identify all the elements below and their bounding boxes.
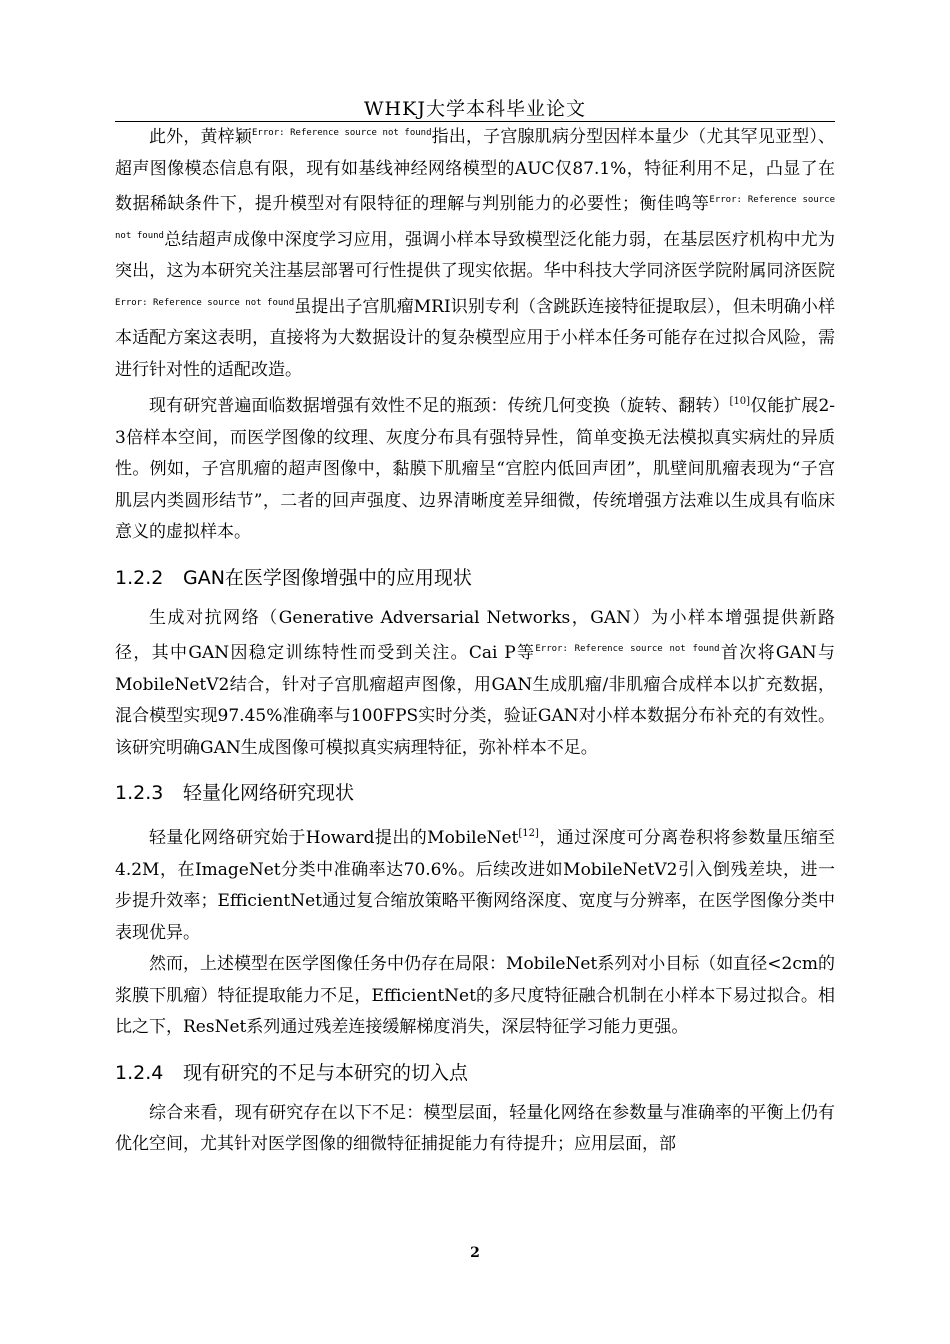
text: 虽提出子宫肌瘤MRI识别专利（含跳跃连接特征提取层），但未明确小样本适配方案这表明，直接将为大数据设计的复杂模型应用于小样本任务可能存在过拟合风险，需进行针对性的适配改造。	[115, 296, 836, 380]
text: 指出，子宫腺肌病分型因样本量少（尤其罕见亚型）、超声图像模态信息有限，现有如基线神经网络模型的AUC仅87.1%，特征利用不足，凸显了在数据稀缺条件下，提升模型对有限特征的理解与判别能力的必要性；衡佳鸣等	[115, 127, 836, 214]
section-title: 现有研究的不足与本研究的切入点	[183, 1061, 469, 1084]
text: 然而，上述模型在医学图像任务中仍存在局限：MobileNet系列对小目标（如直径<2cm的浆膜下肌瘤）特征提取能力不足，EfficientNet的多尺度特征融合机制在小样本下易过拟合。相比之下，ResNet系列通过残差连接缓解梯度消失，深层特征学习能力更强。	[115, 954, 835, 1037]
section-title: 轻量化网络研究现状	[183, 782, 355, 804]
section-heading-1-2-2	[115, 563, 835, 593]
section-number: 1.2.3	[115, 782, 164, 804]
broken-reference: Error: Reference source not found	[535, 644, 720, 654]
section-number: 1.2.4	[115, 1061, 164, 1084]
paragraph-2	[115, 386, 835, 549]
text: 此外，黄梓颖	[149, 127, 253, 147]
paragraph-3	[115, 603, 835, 765]
text: 轻量化网络研究始于Howard提出的MobileNet	[149, 828, 519, 848]
text: 综合来看，现有研究存在以下不足：模型层面，轻量化网络在参数量与准确率的平衡上仍有优化空间，尤其针对医学图像的细微特征捕捉能力有待提升；应用层面，部	[115, 1102, 835, 1154]
section-number: 1.2.2	[115, 566, 164, 589]
running-header: WHKJ大学本科毕业论文	[364, 98, 586, 120]
paragraph-5	[115, 949, 835, 1044]
broken-reference: Error: Reference source not found	[115, 195, 836, 241]
broken-reference: Error: Reference source not found	[252, 128, 432, 138]
paragraph-1	[115, 118, 835, 386]
paragraph-6	[115, 1098, 835, 1161]
section-heading-1-2-3	[115, 778, 835, 808]
text: 生成对抗网络（Generative Adversarial Networks，GAN）为小样本增强提供新路径，其中GAN因稳定训练特性而受到关注。Cai P等	[115, 607, 835, 663]
section-title: GAN在医学图像增强中的应用现状	[183, 566, 472, 589]
citation: [10]	[729, 396, 751, 407]
document-body	[115, 118, 835, 1161]
paragraph-4	[115, 818, 835, 949]
text: 仅能扩展2-3倍样本空间，而医学图像的纹理、灰度分布具有强特异性，简单变换无法模拟真实病灶的异质性。例如，子宫肌瘤的超声图像中，黏膜下肌瘤呈“宫腔内低回声团”，肌壁间肌瘤表现为“子宫肌层内类圆形结节”，二者的回声强度、边界清晰度差异细微，传统增强方法难以生成具有临床意义的虚拟样本。	[115, 396, 836, 542]
section-heading-1-2-4	[115, 1058, 835, 1088]
page-number: 2	[470, 1245, 480, 1261]
citation: [12]	[518, 828, 539, 839]
text: 首次将GAN与MobileNetV2结合，针对子宫肌瘤超声图像，用GAN生成肌瘤/非肌瘤合成样本以扩充数据，混合模型实现97.45%准确率与100FPS实时分类，验证GAN对小样本数据分布补充的有效性。该研究明确GAN生成图像可模拟真实病理特征，弥补样本不足。	[115, 643, 836, 758]
text: 总结超声成像中深度学习应用，强调小样本导致模型泛化能力弱，在基层医疗机构中尤为突出，这为本研究关注基层部署可行性提供了现实依据。华中科技大学同济医学院附属同济医院	[115, 229, 835, 281]
broken-reference: Error: Reference source not found	[115, 297, 295, 308]
text: ，通过深度可分离卷积将参数量压缩至4.2M，在ImageNet分类中准确率达70.6%。后续改进如MobileNetV2引入倒残差块，进一步提升效率；EfficientNet通过复合缩放策略平衡网络深度、宽度与分辨率，在医学图像分类中表现优异。	[115, 828, 835, 943]
text: 现有研究普遍面临数据增强有效性不足的瓶颈：传统几何变换（旋转、翻转）	[149, 396, 730, 416]
